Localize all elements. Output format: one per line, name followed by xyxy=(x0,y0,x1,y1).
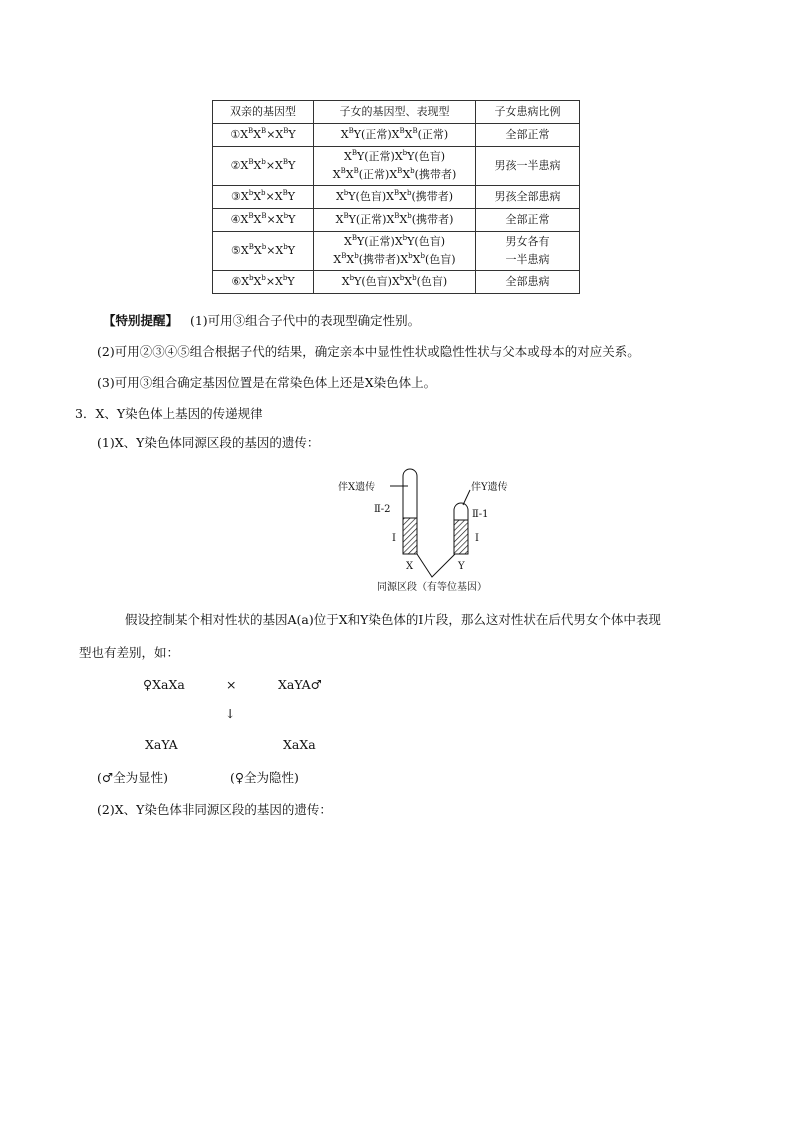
homologous-pointer xyxy=(417,554,455,577)
diagram-caption: 同源区段（有等位基因） xyxy=(377,582,487,593)
tip-2: (2)可用②③④⑤组合根据子代的结果，确定亲本中显性性状或隐性性状与父本或母本的对应关系。 xyxy=(97,344,640,359)
cross-male: XaYA♂ xyxy=(278,677,322,692)
parents-genotype: $④X^BX^B\times X^bY$ xyxy=(213,209,314,232)
parents-genotype: $③X^bX^b\times X^BY$ xyxy=(213,186,314,209)
y-segment-i: Ⅰ xyxy=(475,533,479,544)
y-linked-label: 伴Y遗传 xyxy=(471,482,508,493)
offspring-male: XaYA xyxy=(145,737,178,752)
cross-female: ♀XaXa xyxy=(143,677,185,692)
disease-ratio-line: 男女各有 xyxy=(505,235,550,248)
children-genotype-line: $X^BY$(正常)$X^bY$(色盲) xyxy=(343,149,446,163)
parents-genotype: $⑥X^bX^b\times X^bY$ xyxy=(213,271,314,294)
subsection-2: (2)X、Y染色体非同源区段的基因的遗传： xyxy=(97,802,332,817)
parents-genotype: $⑤X^BX^b\times X^bY$ xyxy=(213,232,314,271)
offspring-female: XaXa xyxy=(283,737,316,752)
tip-label: 【特别提醒】 xyxy=(103,313,179,328)
section-3-title: 3．X、Y染色体上基因的传递规律 xyxy=(75,406,263,421)
header-ratio: 子女患病比例 xyxy=(476,101,580,124)
subsection-1: (1)X、Y染色体同源区段的基因的遗传： xyxy=(97,435,320,450)
disease-ratio-line: 男孩一半患病 xyxy=(494,159,561,172)
children-genotype-line: $X^BX^b$(携带者)$X^bX^b$(色盲) xyxy=(333,252,456,266)
disease-ratio-line: 男孩全部患病 xyxy=(494,190,561,203)
parents-genotype: $①X^BX^B\times X^BY$ xyxy=(213,124,314,147)
paragraph-2: 型也有差别，如： xyxy=(79,645,180,660)
x-segment-ii2: Ⅱ-2 xyxy=(374,504,391,515)
disease-ratio-line: 一半患病 xyxy=(505,253,550,266)
children-genotype-line: $X^BY$(正常)$X^BX^b$(携带者) xyxy=(335,212,454,226)
y-label: Y xyxy=(458,561,465,572)
x-linked-label: 伴X遗传 xyxy=(338,482,376,493)
children-genotype-line: $X^BY$(正常)$X^bY$(色盲) xyxy=(343,234,446,248)
children-genotype-line: $X^bY$(色盲)$X^BX^b$(携带者) xyxy=(335,189,454,203)
children-genotype-line: $X^BX^B$(正常)$X^BX^b$(携带者) xyxy=(332,167,457,181)
offspring-male-note: (♂全为显性) xyxy=(97,770,168,785)
disease-ratio-line: 全部正常 xyxy=(505,213,550,226)
x-label: X xyxy=(406,561,414,572)
header-parents: 双亲的基因型 xyxy=(213,101,314,124)
children-genotype-line: $X^BY$(正常)$X^BX^B$(正常) xyxy=(340,127,449,141)
cross-arrow: ↓ xyxy=(225,706,236,721)
tip-3: (3)可用③组合确定基因位置是在常染色体上还是X染色体上。 xyxy=(97,375,437,390)
x-segment-i: Ⅰ xyxy=(392,533,396,544)
offspring-female-note: (♀全为隐性) xyxy=(230,770,299,785)
cross-times: × xyxy=(226,677,237,692)
y-chromosome xyxy=(454,503,468,554)
y-segment-ii1: Ⅱ-1 xyxy=(472,509,489,520)
disease-ratio-line: 全部患病 xyxy=(505,275,550,288)
parents-genotype: $②X^BX^b\times X^BY$ xyxy=(213,147,314,186)
header-children: 子女的基因型、表现型 xyxy=(314,101,476,124)
children-genotype-line: $X^bY$(色盲)$X^bX^b$(色盲) xyxy=(341,274,448,288)
x-chromosome xyxy=(403,469,417,554)
tip-1: (1)可用③组合子代中的表现型确定性别。 xyxy=(189,313,421,328)
paragraph-1: 假设控制某个相对性状的基因A(a)位于X和Y染色体的Ⅰ片段，那么这对性状在后代男女个体中表现 xyxy=(125,612,661,627)
disease-ratio-line: 全部正常 xyxy=(505,128,550,141)
